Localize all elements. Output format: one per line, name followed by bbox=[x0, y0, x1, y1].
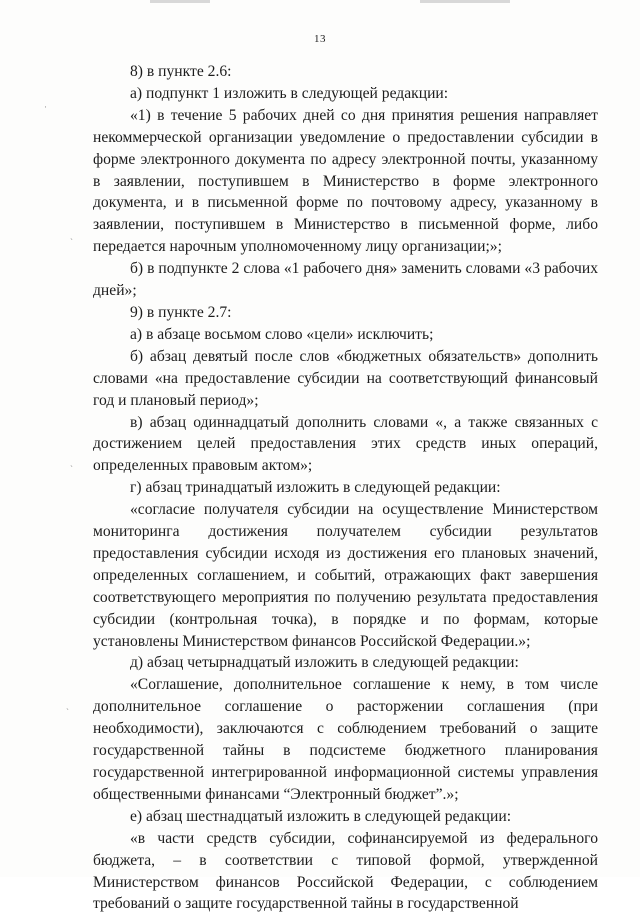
paragraph-subitem-b: б) абзац девятый после слов «бюджетных обязательств» дополнить словами «на предоставление субсидии на соответствующий финансовый год и плановый период»; bbox=[93, 347, 598, 409]
scan-edge-shadow bbox=[150, 0, 210, 3]
paragraph-item-8-header: 8) в пункте 2.6: bbox=[130, 63, 232, 80]
paragraph-quoted-text: «согласие получателя субсидии на осуществление Министерством мониторинга достижения получателем субсидии результатов предоставления субсидии исходя из достижения его плановых значений, определенных соглашением, и событий, отражающих факт завершения соответствующего мероприятия по получению результата предоставления субсидии (контрольная точка), в порядке и по формам, которые установлены Министерством финансов Российской Федерации.»; bbox=[93, 501, 598, 650]
paragraph-subitem-a: а) подпункт 1 изложить в следующей редакции: bbox=[130, 84, 449, 102]
margin-mark: · bbox=[44, 102, 47, 112]
paragraph-subitem-d: д) абзац четырнадцатый изложить в следующей редакции: bbox=[130, 654, 519, 672]
paragraph-subitem-a: а) в абзаце восьмом слово «цели» исключить; bbox=[130, 325, 434, 343]
document-body bbox=[93, 61, 598, 915]
paragraph-subitem-g: г) абзац тринадцатый изложить в следующей редакции: bbox=[130, 479, 501, 497]
paragraph-quoted-text: «Соглашение, дополнительное соглашение к нему, в том числе дополнительное соглашение о расторжении соглашения (при необходимости), заключаются с соблюдением требований о защите государственной тайны в подсистеме бюджетного планирования государственной интегрированной информационной системы управления общественными финансами “Электронный бюджет”.»; bbox=[93, 676, 598, 803]
paragraph-quoted-text: «1) в течение 5 рабочих дней со дня принятия решения направляет некоммерческой организации уведомление о предоставлении субсидии в форме электронного документа по адресу электронной почты, указанному в заявлении, поступившем в Министерство в форме электронного документа, и в письменной форме по почтовому адресу, указанному в заявлении, поступившем в Министерство в письменной форме, либо передается нарочным уполномоченному лицу организации;»; bbox=[93, 106, 598, 256]
margin-mark: ˎ bbox=[70, 230, 73, 240]
paragraph-subitem-b: б) в подпункте 2 слова «1 рабочего дня» заменить словами «3 рабочих дней»; bbox=[93, 260, 598, 300]
scan-edge-shadow bbox=[420, 0, 510, 3]
margin-mark: ˎ bbox=[70, 457, 73, 467]
paragraph-quoted-text: «в части средств субсидии, софинансируемой из федерального бюджета, – в соответствии с типовой формой, утвержденной Министерством финансов Российской Федерации, с соблюдением требований о защите государственной тайны в государственной bbox=[93, 829, 598, 913]
paragraph-item-9-header: 9) в пункте 2.7: bbox=[130, 303, 232, 321]
page-number: 13 bbox=[314, 33, 326, 45]
paragraph-subitem-v: в) абзац одиннадцатый дополнить словами «, а также связанных с достижением целей предоставления этих средств иных операций, определенных правовым актом»; bbox=[93, 413, 598, 475]
paragraph-subitem-e: е) абзац шестнадцатый изложить в следующей редакции: bbox=[130, 807, 512, 825]
margin-mark: ˎ bbox=[66, 700, 69, 710]
